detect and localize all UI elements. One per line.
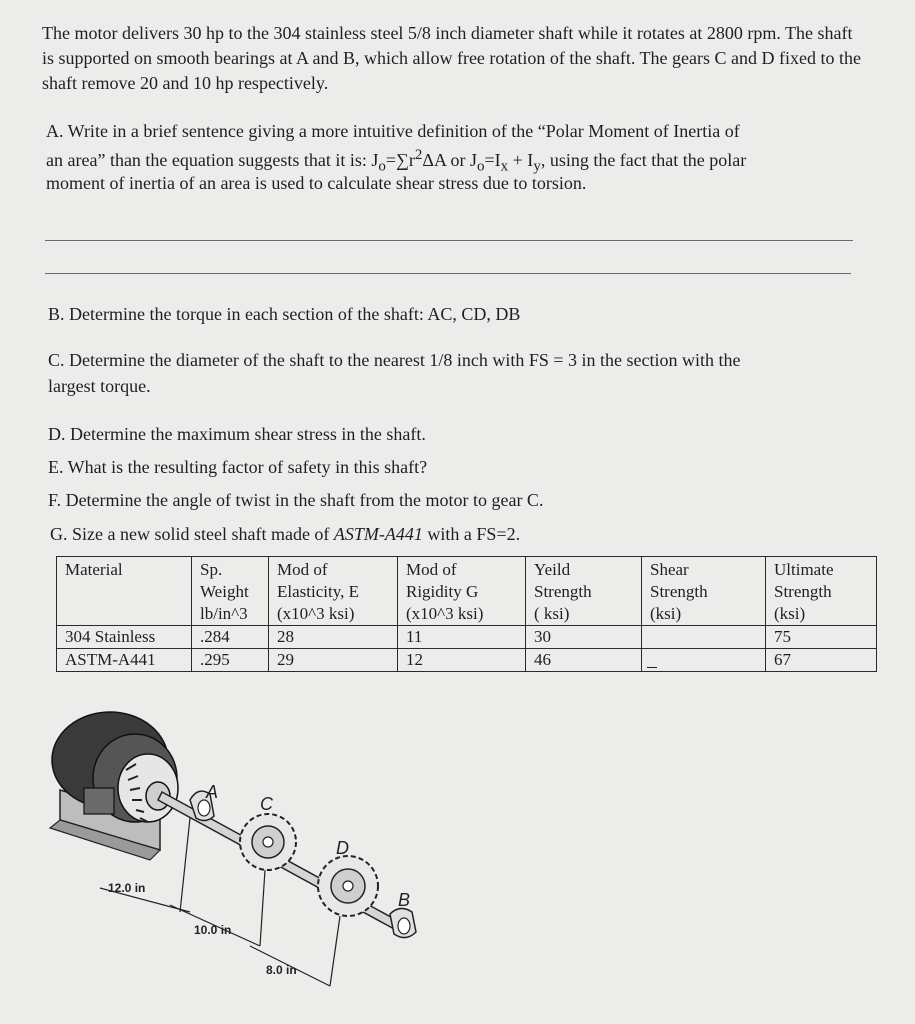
question-c-line1: C. Determine the diameter of the shaft to the nearest 1/8 inch with FS = 3 in the section with the xyxy=(48,350,741,370)
cell-ultimate-strength: 75 xyxy=(766,626,877,649)
cell-shear-strength xyxy=(642,649,766,672)
question-b: B. Determine the torque in each section of the shaft: AC, CD, DB xyxy=(48,304,521,324)
question-f: F. Determine the angle of twist in the shaft from the motor to gear C. xyxy=(48,490,544,510)
label-b: B xyxy=(398,890,411,910)
header-modulus-rigidity: Mod of Rigidity G (x10^3 ksi) xyxy=(398,557,526,626)
answer-line-1[interactable] xyxy=(45,240,853,241)
cell-yield-strength: 30 xyxy=(526,626,642,649)
table-row xyxy=(57,649,877,672)
question-e: E. What is the resulting factor of safety in this shaft? xyxy=(48,457,428,477)
blank-dash xyxy=(647,667,657,668)
gear-d-icon xyxy=(318,856,378,916)
material-properties-table xyxy=(56,556,877,672)
cell-yield-strength: 46 xyxy=(526,649,642,672)
question-d: D. Determine the maximum shear stress in the shaft. xyxy=(48,424,426,444)
gear-c-icon xyxy=(240,814,296,870)
header-ultimate-strength: Ultimate Strength (ksi) xyxy=(766,557,877,626)
question-g: G. Size a new solid steel shaft made of ASTM-A441 with a FS=2. xyxy=(50,524,521,544)
header-material: Material xyxy=(57,557,192,626)
cell-specific-weight: .295 xyxy=(192,649,269,672)
header-yield-strength: Yeild Strength ( ksi) xyxy=(526,557,642,626)
question-a-line1: A. Write in a brief sentence giving a more intuitive definition of the “Polar Moment of Inertia of xyxy=(46,121,740,141)
answer-line-2[interactable] xyxy=(45,273,851,274)
bearing-b-icon xyxy=(390,908,416,937)
header-shear-strength: Shear Strength (ksi) xyxy=(642,557,766,626)
cell-ultimate-strength: 67 xyxy=(766,649,877,672)
question-a-line3: moment of inertia of an area is used to calculate shear stress due to torsion. xyxy=(46,173,587,193)
table-row xyxy=(57,626,877,649)
cell-modulus-elasticity: 29 xyxy=(269,649,398,672)
label-a: A xyxy=(206,782,219,802)
dim-label: 12.0 in xyxy=(108,881,146,895)
cell-modulus-rigidity: 12 xyxy=(398,649,526,672)
cell-specific-weight: .284 xyxy=(192,626,269,649)
question-c-line2: largest torque. xyxy=(48,376,151,396)
shaft-assembly-figure xyxy=(40,700,460,1000)
table-header-row xyxy=(57,557,877,626)
cell-modulus-rigidity: 11 xyxy=(398,626,526,649)
cell-modulus-elasticity: 28 xyxy=(269,626,398,649)
label-c: C xyxy=(260,794,273,814)
cell-material: 304 Stainless xyxy=(57,626,192,649)
header-specific-weight: Sp. Weight lb/in^3 xyxy=(192,557,269,626)
dim-label: 10.0 in xyxy=(194,923,232,937)
header-modulus-elasticity: Mod of Elasticity, E (x10^3 ksi) xyxy=(269,557,398,626)
dim-label: 8.0 in xyxy=(266,963,297,977)
cell-material: ASTM-A441 xyxy=(57,649,192,672)
question-a-line2: an area” than the equation suggests that it is: $J_o=\sum r^2\Delta A$ or $J_o=I_x + I_y$, using the fact that the polar xyxy=(46,147,747,175)
label-d: D xyxy=(336,838,349,858)
problem-intro: The motor delivers 30 hp to the 304 stainless steel 5/8 inch diameter shaft while it rotates at 2800 rpm. The shaft is supported on smooth bearings at A and B, which allow free rotation of the shaft. The gears C and D fixed to the shaft remove 20 and 10 hp respectively. xyxy=(42,23,861,93)
cell-shear-strength xyxy=(642,626,766,649)
